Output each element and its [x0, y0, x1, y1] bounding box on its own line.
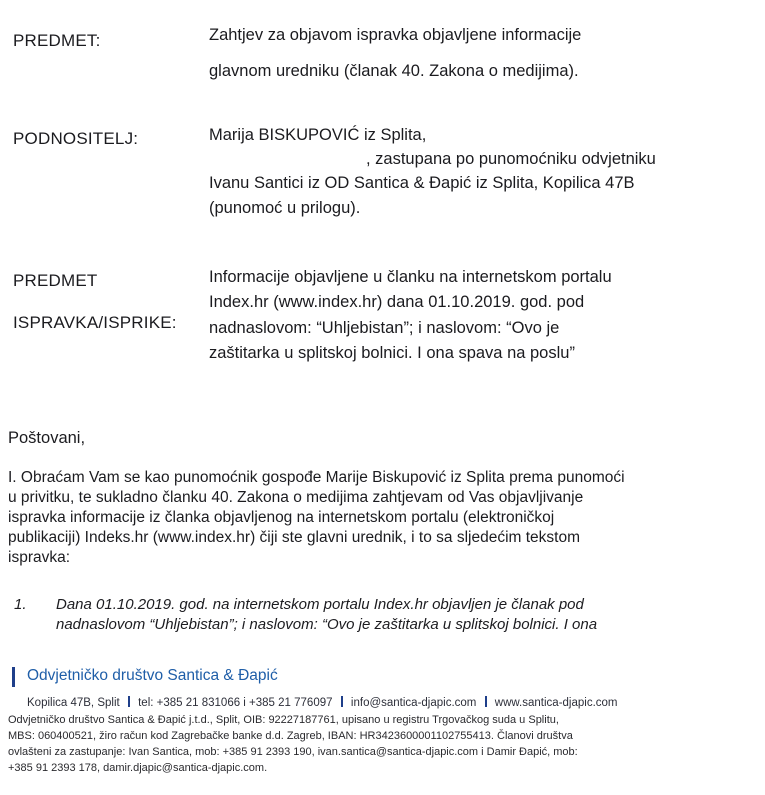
paragraph-line-5: ispravka: [8, 549, 71, 566]
predmet-ispravka-line-1: Informacije objavljene u članku na internetskom portalu [209, 268, 612, 286]
paragraph-line-2: u privitku, te sukladno članku 40. Zakona o medijima zahtjevam od Vas objavljivanje [8, 489, 584, 506]
separator-bar [485, 696, 487, 707]
list-item-line-2: nadnaslovom “Uhljebistan”; i naslovom: “Ovo je zaštitarka u splitskoj bolnici. I ona [56, 616, 598, 633]
legal-line-1: Odvjetničko društvo Santica & Đapić j.t.d., Split, OIB: 92227187761, upisano u registru Trgovačkog suda u Splitu, [8, 714, 559, 726]
predmet-ispravka-line-2: Index.hr (www.index.hr) dana 01.10.2019. god. pod [209, 293, 585, 311]
predmet-line-2: glavnom uredniku (članak 40. Zakona o medijima). [209, 62, 579, 80]
paragraph-line-1: I. Obraćam Vam se kao punomoćnik gospođe Marije Biskupović iz Splita prema punomoći [8, 469, 625, 486]
predmet-ispravka-label-1: PREDMET [13, 271, 98, 290]
paragraph-line-4: publikaciji) Indeks.hr (www.index.hr) čiji ste glavni urednik, i to sa sljedećim tekstom [8, 529, 580, 546]
contact-address: Kopilica 47B, Split [27, 697, 120, 709]
podnositelj-line-1: Marija BISKUPOVIĆ iz Splita, [209, 126, 427, 144]
separator-bar [128, 696, 130, 707]
separator-bar [341, 696, 343, 707]
contact-email[interactable]: info@santica-djapic.com [350, 697, 477, 709]
greeting: Poštovani, [8, 429, 86, 447]
legal-line-2: MBS: 060400521, žiro račun kod Zagrebačke banke d.d. Zagreb, IBAN: HR3423600001102755413. Članovi društva [8, 730, 573, 742]
predmet-ispravka-line-3: nadnaslovom: “Uhljebistan”; i naslovom: “Ovo je [209, 319, 560, 337]
contact-web[interactable]: www.santica-djapic.com [494, 697, 618, 709]
legal-line-3: ovlašteni za zastupanje: Ivan Santica, mob: +385 91 2393 190, ivan.santica@santica-djapic.com i Damir Đapić, mob: [8, 746, 578, 758]
paragraph-line-3: ispravka informacije iz članka objavljenog na internetskom portalu (elektroničkoj [8, 509, 555, 526]
predmet-ispravka-label-2: ISPRAVKA/ISPRIKE: [13, 313, 177, 332]
list-item-number: 1. [14, 596, 27, 613]
podnositelj-line-3: Ivanu Santici iz OD Santica & Đapić iz Splita, Kopilica 47B [209, 174, 635, 192]
predmet-ispravka-line-4: zaštitarka u splitskoj bolnici. I ona spava na poslu” [209, 344, 575, 362]
footer-accent-bar [12, 667, 15, 687]
podnositelj-label: PODNOSITELJ: [13, 129, 139, 148]
podnositelj-line-4: (punomoć u prilogu). [209, 199, 361, 217]
legal-line-4: +385 91 2393 178, damir.djapic@santica-djapic.com. [8, 762, 268, 774]
predmet-line-1: Zahtjev za objavom ispravka objavljene informacije [209, 26, 582, 44]
contact-tel: tel: +385 21 831066 i +385 21 776097 [138, 697, 333, 709]
list-item-line-1: Dana 01.10.2019. god. na internetskom portalu Index.hr objavljen je članak pod [56, 596, 584, 613]
predmet-label: PREDMET: [13, 31, 101, 50]
contact-row [27, 696, 618, 709]
firm-name: Odvjetničko društvo Santica & Đapić [27, 667, 278, 684]
podnositelj-line-2: , zastupana po punomoćniku odvjetniku [366, 150, 656, 168]
